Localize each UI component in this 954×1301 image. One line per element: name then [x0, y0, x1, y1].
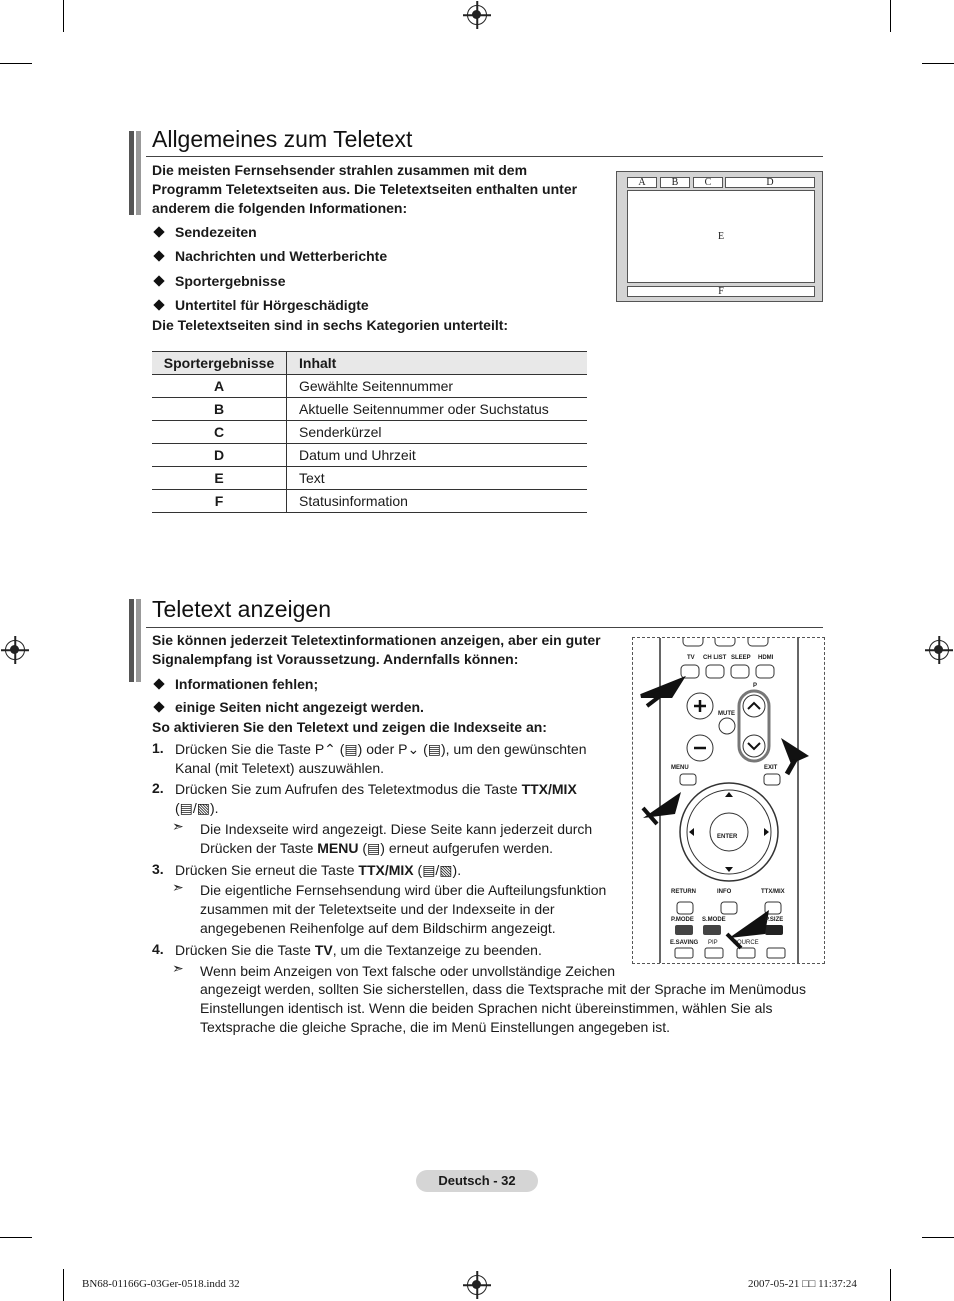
table-cell: Datum und Uhrzeit — [287, 444, 588, 467]
table-header: Inhalt — [287, 352, 588, 375]
step-text: Drücken Sie die Taste TV, um die Textanzeige zu beenden. — [175, 942, 542, 958]
registration-mark-icon — [467, 5, 487, 25]
step-text: Drücken Sie zum Aufrufen des Teletextmodus die Taste TTX/MIX (▤/▧). — [175, 781, 577, 816]
remote-label: S.MODE — [702, 917, 726, 923]
remote-label: PIP — [708, 940, 718, 946]
bullet-item: Sportergebnisse — [152, 272, 285, 291]
step-number: 1. — [152, 740, 164, 756]
table-cell: D — [152, 444, 287, 467]
remote-label: P.SIZE — [765, 917, 784, 923]
remote-label: RETURN — [671, 889, 696, 895]
table-row — [152, 490, 587, 513]
remote-label: EXIT — [764, 765, 778, 771]
section-title: Teletext anzeigen — [152, 596, 332, 622]
table-row — [152, 375, 587, 398]
remote-label: TTX/MIX — [761, 889, 785, 895]
diagram-label-e: E — [627, 190, 815, 283]
crop-mark — [890, 1269, 891, 1301]
file-slug: BN68-01166G-03Ger-0518.indd 32 — [82, 1278, 240, 1290]
section-marker — [129, 131, 134, 215]
remote-label: P.MODE — [671, 917, 694, 923]
step-text: Drücken Sie die Taste P⌃ (▤) oder P⌄ (▤), um den gewünschten Kanal (mit Teletext) auszuwählen. — [175, 741, 587, 776]
table-row — [152, 398, 587, 421]
table-cell: Text — [287, 467, 588, 490]
remote-label: E.SAVING — [670, 940, 699, 946]
note-text: Die eigentliche Fernsehsendung wird über die Aufteilungsfunktion zusammen mit der Teletextseite und der Indexseite in der angegebenen Reihenfolge auf dem Bildschirm angezeigt. — [200, 882, 607, 936]
section-marker — [136, 131, 141, 215]
table-cell: Aktuelle Seitennummer oder Suchstatus — [287, 398, 588, 421]
page-number-badge: Deutsch - 32 — [416, 1170, 538, 1192]
remote-label: INFO — [717, 889, 732, 895]
step-number: 3. — [152, 861, 164, 877]
table-cell: Gewählte Seitennummer — [287, 375, 588, 398]
crop-mark — [922, 1237, 954, 1238]
bullet-item: Nachrichten und Wetterberichte — [152, 247, 387, 266]
remote-label: SOURCE — [733, 940, 759, 946]
section-marker — [129, 599, 134, 682]
steps-heading: So aktivieren Sie den Teletext und zeigen die Indexseite an: — [152, 719, 547, 735]
note-text: Die Indexseite wird angezeigt. Diese Seite kann jederzeit durch Drücken der Taste MENU (▤) erneut aufgerufen werden. — [200, 821, 593, 856]
table-cell: B — [152, 398, 287, 421]
remote-control-drawing — [633, 638, 824, 963]
title-rule — [146, 156, 823, 157]
registration-mark-icon — [5, 640, 25, 660]
table-row — [152, 467, 587, 490]
remote-label: TV — [687, 655, 695, 661]
registration-mark-icon — [467, 1275, 487, 1295]
bullet-item: Untertitel für Hörgeschädigte — [152, 296, 369, 315]
diagram-label-f: F — [627, 286, 815, 297]
category-table — [152, 351, 587, 513]
section-title: Allgemeines zum Teletext — [152, 126, 413, 152]
remote-label: P — [753, 683, 758, 689]
crop-mark — [890, 0, 891, 32]
crop-mark — [0, 1237, 32, 1238]
remote-label: SLEEP — [731, 655, 751, 661]
intro-text: Die meisten Fernsehsender strahlen zusammen mit dem Programm Teletextseiten aus. Die Teletextseiten enthalten unter anderem die folgenden Informationen: — [152, 162, 578, 216]
outro-text: Die Teletextseiten sind in sechs Kategorien unterteilt: — [152, 317, 509, 333]
table-header-row — [152, 352, 587, 375]
crop-mark — [63, 1269, 64, 1301]
bullet-item: einige Seiten nicht angezeigt werden. — [152, 698, 424, 717]
table-row — [152, 421, 587, 444]
table-cell: Senderkürzel — [287, 421, 588, 444]
remote-label: ENTER — [717, 834, 738, 840]
note-text: angezeigt werden, sollten Sie sicherstellen, dass die Textsprache mit der Sprache im Menümodus Einstellungen identisch ist. Wenn die beiden Sprachen nicht übereinstimmen, wählen Sie als Textsprache die gleiche Sprache, die im Menü Einstellungen angegeben ist. — [200, 981, 806, 1035]
bullet-item: Sendezeiten — [152, 223, 257, 242]
date-slug: 2007-05-21 □□ 11:37:24 — [748, 1278, 857, 1290]
note-arrow-icon: ➣ — [172, 818, 184, 834]
crop-mark — [0, 63, 32, 64]
diagram-label-d: D — [725, 177, 815, 188]
note-text: Wenn beim Anzeigen von Text falsche oder unvollständige Zeichen — [200, 963, 616, 979]
table-cell: C — [152, 421, 287, 444]
table-cell: E — [152, 467, 287, 490]
table-cell: A — [152, 375, 287, 398]
remote-label: CH LIST — [703, 655, 727, 661]
crop-mark — [63, 0, 64, 32]
table-header: Sportergebnisse — [152, 352, 287, 375]
title-rule — [146, 627, 823, 628]
table-cell: F — [152, 490, 287, 513]
registration-mark-icon — [929, 640, 949, 660]
note-arrow-icon: ➣ — [172, 960, 184, 976]
remote-label: MUTE — [718, 711, 735, 717]
step-text: Drücken Sie erneut die Taste TTX/MIX (▤/▧). — [175, 862, 462, 878]
remote-label: MENU — [671, 765, 689, 771]
step-number: 4. — [152, 941, 164, 957]
step-number: 2. — [152, 780, 164, 796]
bullet-item: Informationen fehlen; — [152, 675, 318, 694]
crop-mark — [922, 63, 954, 64]
remote-control-illustration — [632, 637, 825, 964]
intro-text: Sie können jederzeit Teletextinformationen anzeigen, aber ein guter Signalempfang ist Voraussetzung. Andernfalls können: — [152, 632, 601, 667]
remote-label: HDMI — [758, 655, 774, 661]
section-marker — [136, 599, 141, 682]
table-row — [152, 444, 587, 467]
teletext-screen-diagram — [616, 171, 823, 302]
diagram-label-b: B — [660, 177, 690, 188]
diagram-label-a: A — [627, 177, 657, 188]
table-cell: Statusinformation — [287, 490, 588, 513]
note-arrow-icon: ➣ — [172, 879, 184, 895]
diagram-label-c: C — [693, 177, 723, 188]
